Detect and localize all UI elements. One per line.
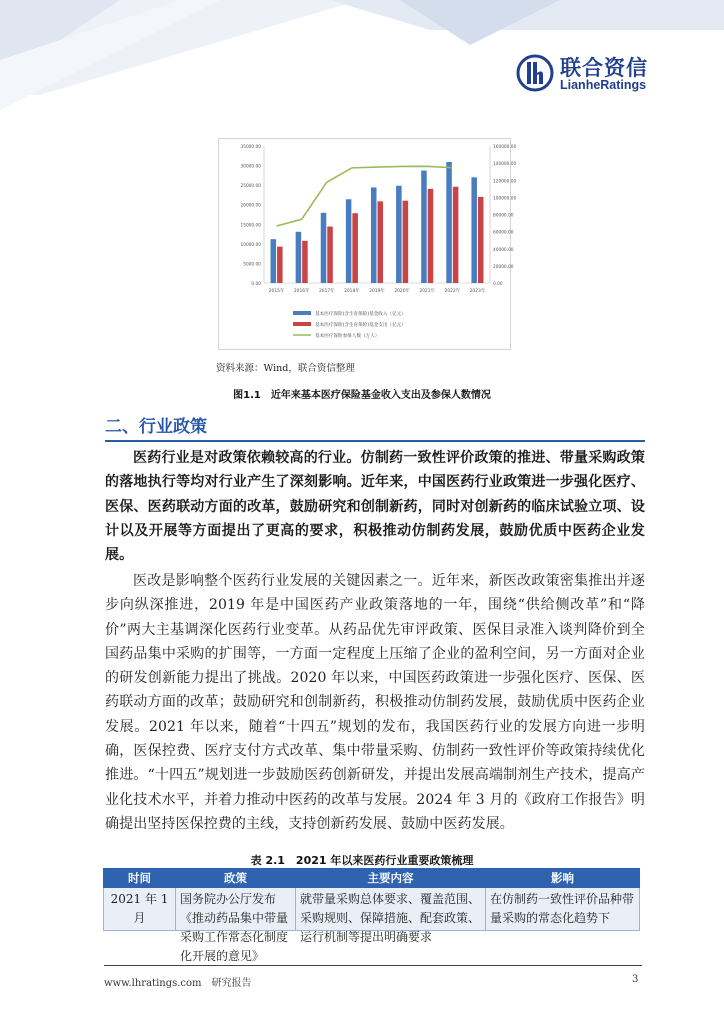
category-label: 2022年 (444, 289, 461, 294)
cell-content-text: 就带量采购总体要求、覆盖范围、采购规则、保障措施、配套政策、运行机制等提出明确要求 (300, 892, 481, 944)
bar-expense (277, 247, 283, 283)
right-tick-label: 20000.00 (493, 264, 514, 270)
legend-label: 基本医疗保险(含生育保险)基金收入（亿元） (315, 312, 406, 317)
left-tick-label: 25000.00 (240, 184, 261, 190)
legend-swatch-bar (293, 322, 311, 326)
bar-income (321, 213, 327, 283)
category-label: 2023年 (469, 289, 486, 294)
bar-income (296, 232, 302, 283)
insurance-fund-chart (218, 138, 517, 350)
right-tick-label: 120000.00 (493, 179, 517, 185)
bar-income (471, 177, 477, 283)
table-header-row (104, 869, 640, 888)
category-label: 2015年 (268, 289, 285, 294)
category-label: 2019年 (369, 289, 385, 294)
category-label: 2021年 (419, 289, 436, 294)
cell-impact (486, 888, 640, 931)
bar-expense (352, 213, 358, 283)
policy-table (103, 868, 640, 963)
left-tick-label: 20000.00 (240, 203, 261, 209)
header-content: 主要内容 (296, 869, 486, 888)
left-tick-label: 30000.00 (240, 164, 261, 170)
bar-income (271, 239, 277, 283)
cell-time-text: 2021 年 1 月 (110, 892, 169, 925)
footer-divider (104, 965, 642, 966)
chart-frame (219, 139, 511, 350)
right-tick-label: 100000.00 (493, 196, 517, 202)
bar-expense (453, 187, 459, 283)
table-row (104, 888, 640, 931)
bar-income (446, 162, 452, 283)
category-label: 2018年 (344, 289, 360, 294)
right-tick-label: 160000.00 (493, 145, 517, 150)
policy-detail-paragraph: 医改是影响整个医药行业发展的关键因素之一。近年来，新医改政策密集推出并逐步向纵深推进，2019 年是中国医药产业政策落地的一年，围绕“供给侧改革”和“降价”两大主基调深化医药行业变革。从药品优先审评政策、医保目录准入谈判降价到全国药品集中采购的扩围等，一方面一定程度上压缩了企业的盈利空间，另一方面对企业的研发创新能力提出了挑战。2020 年以来，中国医药政策进一步强化医疗、医保、医药联动方面的改革；鼓励研究和创制新药，积极推动仿制药发展，鼓励优质中医药企业发展。2021 年以来，随着“十四五”规划的发布，我国医药行业的发展方向进一步明确，医保控费、医疗支付方式改革、集中带量采购、仿制药一致性评价等政策持续优化推进。“十四五”规划进一步鼓励医药创新研发，并提出发展高端制剂生产技术，提高产业化技术水平，并着力推动中医药的改革与发展。2024 年 3 月的《政府工作报告》明确提出坚持医保控费的主线，支持创新药发展、鼓励中医药发展。 (105, 573, 645, 832)
right-tick-label: 80000.00 (493, 213, 514, 219)
logo-english-name: LianheRatings (560, 78, 647, 92)
bar-income (346, 199, 352, 283)
cell-impact-text: 在仿制药一致性评价品种带量采购的常态化趋势下 (490, 892, 635, 925)
bar-income (396, 186, 402, 283)
left-tick-label: 5000.00 (243, 262, 261, 268)
cell-time (104, 888, 176, 931)
lianhe-logo (516, 50, 676, 100)
right-tick-label: 40000.00 (493, 247, 514, 253)
left-tick-label: 0.00 (251, 282, 261, 287)
category-label: 2020年 (394, 289, 410, 294)
figure-source: 资料来源：Wind，联合资信整理 (216, 363, 355, 374)
bar-expense (428, 189, 434, 283)
section-title: 二、行业政策 (105, 417, 207, 437)
right-tick-label: 60000.00 (493, 230, 514, 236)
footer-site: www.lhratings.com 研究报告 (104, 978, 252, 989)
lianhe-logo-icon (516, 54, 554, 92)
logo-chinese-name: 联合资信 (560, 56, 648, 80)
category-label: 2016年 (293, 289, 310, 294)
left-tick-label: 35000.00 (240, 145, 261, 150)
bar-income (421, 171, 427, 283)
bar-expense (403, 201, 409, 283)
policy-summary-paragraph: 医药行业是对政策依赖较高的行业。仿制药一致性评价政策的推进、带量采购政策的落地执行等均对行业产生了深刻影响。近年来，中国医药行业政策进一步强化医疗、医保、医药联动方面的改革，鼓励研究和创制新药，同时对创新药的临床试验立项、设计以及开展等方面提出了更高的要求，积极推动仿制药发展，鼓励优质中医药企业发展。 (105, 450, 645, 564)
cell-content (296, 888, 486, 944)
legend-label: 基本医疗保险参保人数（万人） (315, 334, 380, 339)
page-number: 3 (632, 974, 639, 985)
header-impact: 影响 (486, 869, 640, 888)
legend-label: 基本医疗保险(含生育保险)基金支出（亿元） (315, 323, 406, 328)
header-time: 时间 (104, 869, 176, 888)
figure-caption: 图1.1 近年来基本医疗保险基金收入支出及参保人数情况 (233, 390, 491, 401)
cell-policy-text: 国务院办公厅发布《推动药品集中带量采购工作常态化制度化开展的意见》 (180, 892, 289, 963)
header-policy: 政策 (176, 869, 296, 888)
category-label: 2017年 (318, 289, 335, 294)
table-caption: 表 2.1 2021 年以来医药行业重要政策梳理 (250, 854, 474, 867)
bar-expense (327, 227, 333, 283)
left-tick-label: 10000.00 (240, 242, 261, 248)
legend-swatch-bar (293, 311, 311, 315)
cell-policy (176, 888, 296, 963)
section-divider (105, 440, 645, 442)
right-tick-label: 0.00 (493, 282, 503, 287)
bar-expense (478, 197, 484, 283)
bar-expense (378, 201, 384, 283)
bar-income (371, 187, 377, 283)
left-tick-label: 15000.00 (240, 223, 261, 229)
right-tick-label: 140000.00 (493, 162, 517, 168)
bar-expense (302, 241, 308, 283)
